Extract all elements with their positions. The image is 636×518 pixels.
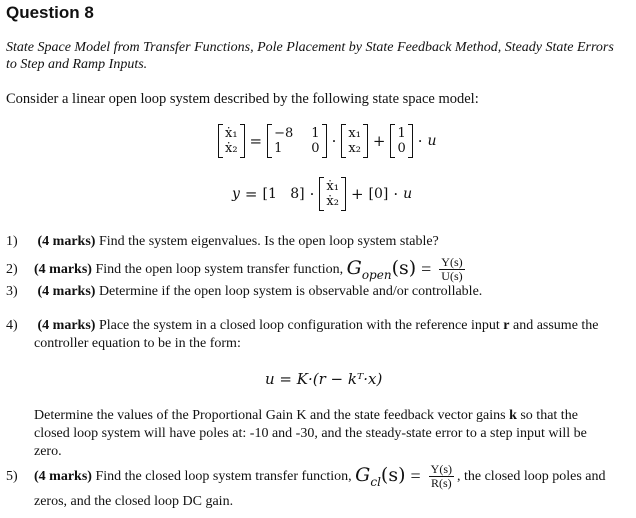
q1-marks: (4 marks) xyxy=(37,234,96,249)
q5-line2: zeros, and the closed loop DC gain. xyxy=(34,494,234,509)
b-vector xyxy=(390,124,412,158)
q3-number: 3) xyxy=(6,284,18,299)
a-matrix xyxy=(267,124,326,158)
state-equation: ẋ₁ ẋ₂ = −8 1 1 0 · x₁ x₂ + 1 0 · u xyxy=(218,124,437,158)
g-open-numerator: Y(s) xyxy=(441,255,463,269)
q5-text-after: the closed loop poles and xyxy=(463,468,606,484)
q5-text: Find the closed loop system transfer function, xyxy=(95,468,352,484)
x-vector xyxy=(341,124,368,158)
g-open-denominator: U(s) xyxy=(441,269,463,283)
question-2: 2) (4 marks) Find the open loop system transfer function, $G_{open}(s)$ = $\frac{Y(s)}{U(s)}$ xyxy=(6,255,463,283)
g-open: $G_{open}(s)$ xyxy=(346,257,417,282)
a11: −8 xyxy=(274,126,294,141)
controller-equation: u = K·(r − kᵀ·x) xyxy=(265,370,383,388)
question-4 xyxy=(6,318,599,334)
q4-detail-line1 xyxy=(34,408,578,424)
out-x2: ẋ₂ xyxy=(326,194,339,209)
q4-marks: (4 marks) xyxy=(37,318,96,333)
out-x1: ẋ₁ xyxy=(326,179,339,194)
output-equation: y = [1 8] · ẋ₁ ẋ₂ + [0] · u xyxy=(232,179,413,209)
question-3 xyxy=(6,284,482,300)
q4-detail-line3: zero. xyxy=(34,444,62,459)
q2-number: 2) xyxy=(6,261,18,277)
q3-text: Determine if the open loop system is observable and/or controllable. xyxy=(98,284,483,299)
q4-detail-line2: closed loop system will have poles at: -10 and -30, and the steady-state error to a step input will be xyxy=(34,426,587,441)
q5-marks: (4 marks) xyxy=(34,468,92,484)
q5-number: 5) xyxy=(6,468,18,484)
x2: x₂ xyxy=(348,141,361,156)
question-title: Question 8 xyxy=(6,3,94,22)
intro-text: Consider a linear open loop system described by the following state space model: xyxy=(6,91,479,107)
xdot-vector xyxy=(218,124,245,158)
g-cl-fraction xyxy=(429,463,454,490)
q4-line2: controller equation to be in the form: xyxy=(34,336,241,351)
q3-marks: (4 marks) xyxy=(37,284,96,299)
output-x-vector xyxy=(319,177,346,211)
q1-text: Find the system eigenvalues. Is the open loop system stable? xyxy=(98,234,439,249)
q4-detail-k: k xyxy=(509,408,517,423)
q4-detail-a: Determine the values of the Proportional Gain K and the state feedback vector gains xyxy=(34,408,506,423)
q4-text-a: Place the system in a closed loop configuration with the reference input xyxy=(98,318,500,333)
q4-text-b: and assume the xyxy=(512,318,599,333)
output-input-u: u xyxy=(403,186,413,202)
g-cl-denominator: R(s) xyxy=(430,476,452,490)
q4-number: 4) xyxy=(6,318,18,333)
q4-detail-b: so that the xyxy=(520,408,578,423)
q2-text: Find the open loop system transfer function, xyxy=(95,261,344,277)
g-open-fraction xyxy=(439,256,464,283)
c2: 8 xyxy=(290,186,300,202)
question-subtitle: State Space Model from Transfer Functions, Pole Placement by State Feedback Method, Steady State Errors to Step and Ramp Inputs. xyxy=(6,40,614,72)
a21: 1 xyxy=(274,141,283,156)
output-y: y xyxy=(232,186,240,202)
b1: 1 xyxy=(397,126,406,141)
b2: 0 xyxy=(397,141,406,156)
question-1 xyxy=(6,234,439,250)
d-matrix: [0] xyxy=(368,186,389,202)
q4-r: r xyxy=(503,318,510,333)
c1: 1 xyxy=(267,186,277,202)
g-cl-numerator: Y(s) xyxy=(430,462,452,476)
g-cl: $G_{cl}(s)$ xyxy=(355,464,406,489)
a22: 0 xyxy=(311,141,320,156)
q2-marks: (4 marks) xyxy=(34,261,92,277)
question-5: 5) (4 marks) Find the closed loop system transfer function, $G_{cl}(s)$ = $\frac{Y(s)}{R(s)}$ , the closed loop poles and xyxy=(6,462,606,490)
xdot2: ẋ₂ xyxy=(225,141,238,156)
q1-number: 1) xyxy=(6,234,18,249)
c-matrix: [1 8] xyxy=(262,186,305,202)
x1: x₁ xyxy=(348,126,361,141)
xdot1: ẋ₁ xyxy=(225,126,238,141)
input-u: u xyxy=(427,133,437,149)
a12: 1 xyxy=(311,126,320,141)
